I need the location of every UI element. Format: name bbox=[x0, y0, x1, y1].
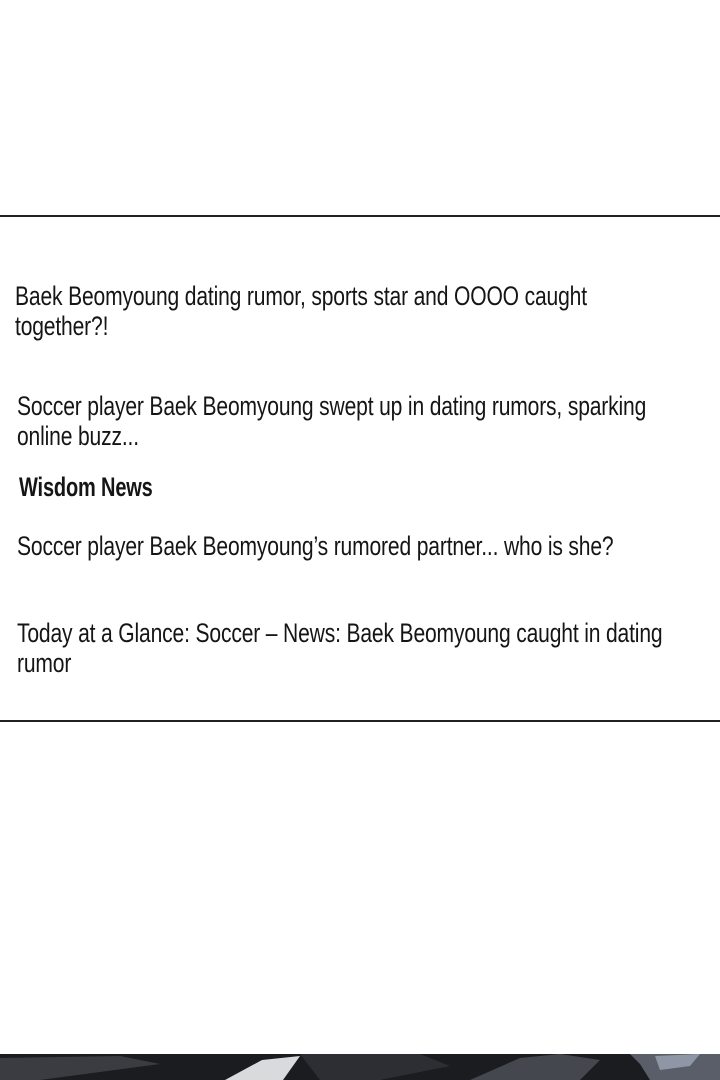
headline-dating-rumor: Baek Beomyoung dating rumor, sports star and OOOO caught together?! bbox=[15, 281, 587, 341]
headline-today-at-a-glance: Today at a Glance: Soccer – News: Baek Beomyoung caught in dating rumor bbox=[17, 618, 663, 678]
search-results-panel bbox=[0, 215, 720, 722]
artwork-shapes bbox=[0, 1054, 720, 1080]
news-source-label: Wisdom News bbox=[19, 472, 153, 502]
next-panel-artwork bbox=[0, 1054, 720, 1080]
headline-rumored-partner: Soccer player Baek Beomyoung’s rumored partner... who is she? bbox=[17, 531, 614, 561]
headline-online-buzz: Soccer player Baek Beomyoung swept up in dating rumors, sparking online buzz... bbox=[17, 391, 647, 451]
